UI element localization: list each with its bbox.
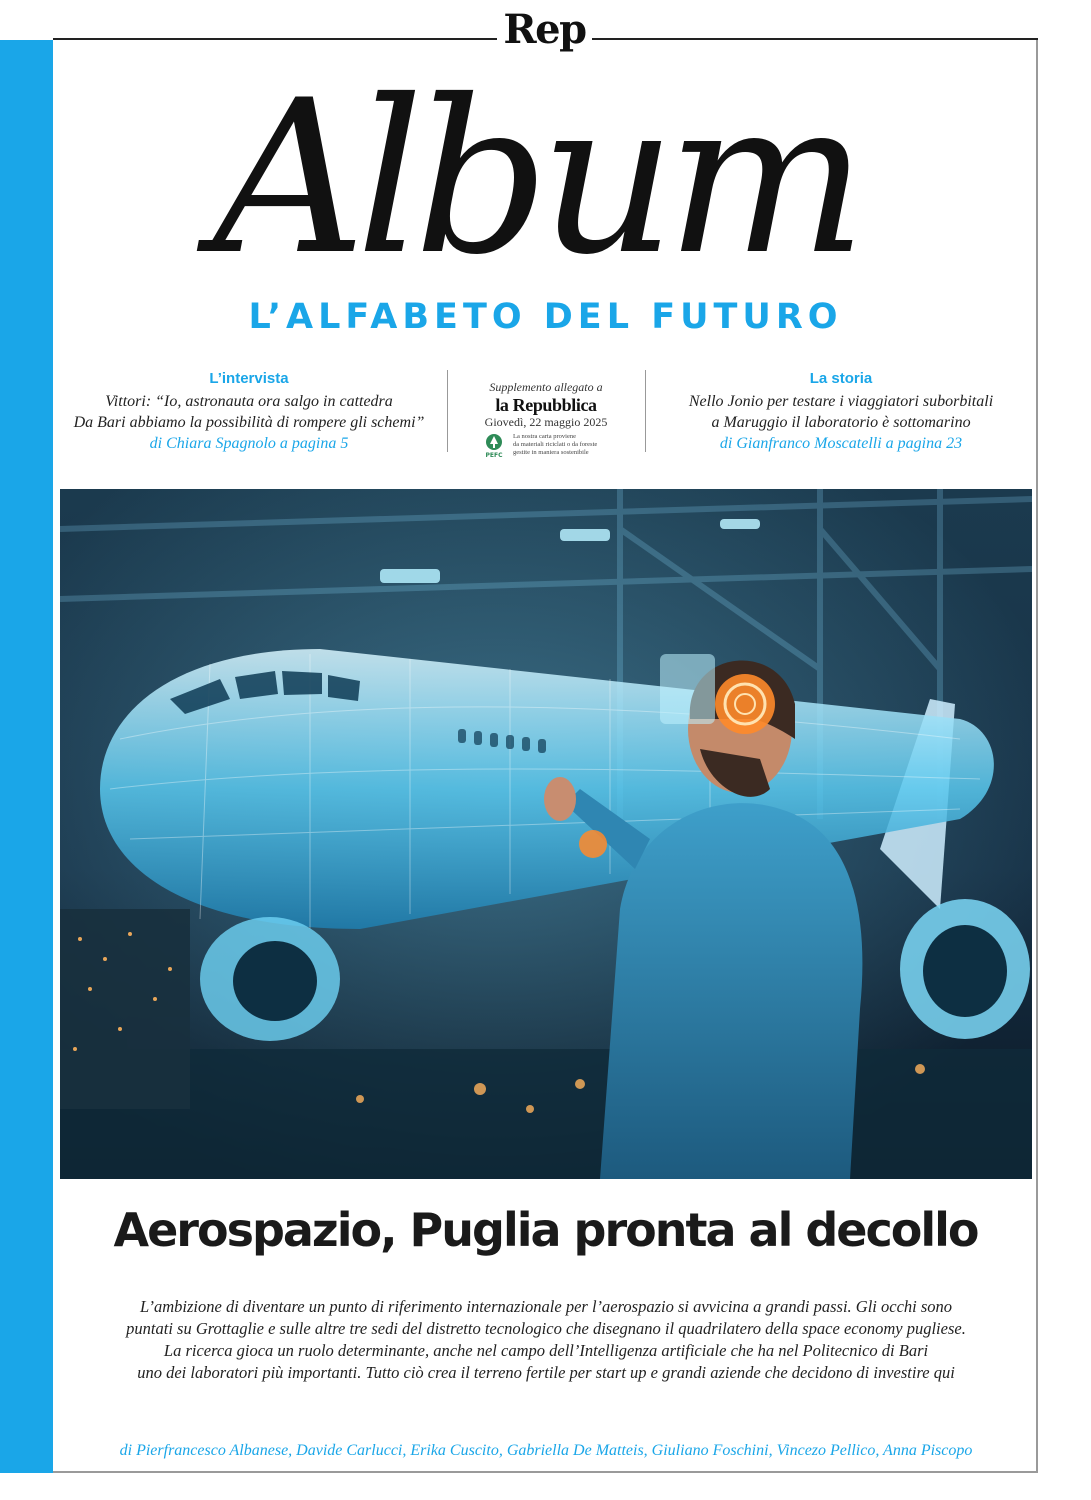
pefc-certification — [452, 432, 640, 458]
teaser-line: a Maruggio il laboratorio è sottomarino — [711, 414, 971, 431]
supplement-info — [452, 380, 640, 458]
issue-date: Giovedì, 22 maggio 2025 — [484, 415, 608, 429]
story-teaser[interactable] — [656, 370, 1026, 454]
lead-line: L’ambizione di diventare un punto di riferimento internazionale per l’aerospazio si avvicina a grandi passi. Gli occhi sono — [139, 1297, 953, 1316]
rep-logo: Rep — [503, 6, 586, 53]
lead-line: La ricerca gioca un ruolo determinante, anche nel campo dell’Intelligenza artificiale che ha nel Politecnico di Bari — [163, 1341, 929, 1360]
interview-teaser[interactable] — [58, 370, 440, 454]
magazine-title: Album — [212, 54, 858, 301]
column-divider — [645, 370, 646, 452]
teaser-line: Da Bari abbiamo la possibilità di rompere gli schemi” — [73, 414, 425, 431]
main-headline[interactable]: Aerospazio, Puglia pronta al decollo — [113, 1203, 978, 1257]
cover-image — [60, 489, 1032, 1179]
teaser-byline: di Chiara Spagnolo a pagina 5 — [149, 435, 349, 452]
pefc-note: La nostra carta proviene da materiali riciclati o da foreste gestite in maniera sostenibile — [513, 433, 598, 456]
top-rule-right — [592, 38, 1038, 40]
lead-line: puntati su Grottaglie e sulle altre tre sedi del distretto tecnologico che disegnano il quadrilatero della space economy pugliese. — [126, 1319, 966, 1338]
pefc-logo-icon — [479, 432, 509, 458]
accent-side-bar — [0, 40, 53, 1473]
teaser-line: Vittori: “Io, astronauta ora salgo in cattedra — [105, 393, 393, 410]
lead-line: uno dei laboratori più importanti. Tutto ciò crea il terreno fertile per start up e grandi aziende che decidono di investire qui — [137, 1363, 955, 1382]
holographic-airplane-illustration — [60, 489, 1032, 1179]
teaser-byline: di Gianfranco Moscatelli a pagina 23 — [719, 435, 963, 452]
authors-byline: di Pierfrancesco Albanese, Davide Carlucci, Erika Cuscito, Gabriella De Matteis, Giuliano Foschini, Vincezo Pellico, Anna Piscopo — [119, 1442, 973, 1459]
page-border-right — [1036, 40, 1038, 1473]
supplement-label: Supplemento allegato a — [489, 380, 603, 394]
pefc-label: PEFC — [485, 452, 503, 458]
teaser-kicker: La storia — [809, 370, 873, 387]
teaser-kicker: L’intervista — [209, 370, 289, 387]
page-border-bottom — [53, 1471, 1038, 1473]
teaser-line: Nello Jonio per testare i viaggiatori suborbitali — [688, 393, 994, 410]
column-divider — [447, 370, 448, 452]
main-lead — [60, 1296, 1032, 1384]
newspaper-name: la Repubblica — [495, 395, 597, 415]
top-rule-left — [53, 38, 497, 40]
magazine-subtitle: L’ALFABETO DEL FUTURO — [248, 297, 843, 337]
